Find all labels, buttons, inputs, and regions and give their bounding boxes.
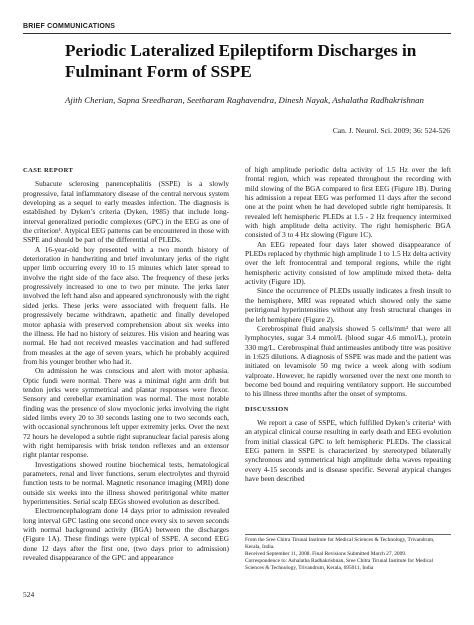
paragraph: An EEG repeated four days later showed disappearance of PLEDs replaced by rhythmic high amplitude 1 to 1.5 Hz delta activity over the left frontocentral and temporal regions, while the right hemispheric activity consisted of low amplitude mixed theta- delta activity (Figure 1D). bbox=[245, 239, 451, 287]
paragraph: of high amplitude periodic delta activity of 1.5 Hz over the left frontal region, which was repeated throughout the recording with mild slowing of the BGA compared to first EEG (Figure 1B). During his admission a repeat EEG was performed 11 days after the second one at the point when he had developed subtle right hemiparesis. It revealed left hemispheric PLEDs at 1.5 - 2 Hz frequency intermixed with high amplitude delta activity. The right hemispheric BGA consisted of 3 to 4 Hz slowing (Figure 1C). bbox=[245, 165, 451, 240]
paragraph: On admission he was conscious and alert with motor aphasia. Optic fundi were normal. There was a minimal right arm drift but tendon jerks were symmetrical and plantar responses were flexor. Sensory and cerebellar examination was normal. The most notable finding was the presence of slow myoclonic jerks involving the right sided limbs every 20 to 30 seconds lasting one to two seconds each, with occasional synchronous left upper extremity jerks. Over the next 72 hours he developed a subtle right supranuclear facial paresis along with right hemiparesis with brisk tendon reflexes and an extensor right plantar response. bbox=[23, 366, 229, 460]
paragraph: We report a case of SSPE, which fulfilled Dyken’s criteria¹ with an atypical clinical course resulting in early death and EEG evolution from initial classical GPC to left hemispheric PLEDs. The classical EEG pattern in SSPE is characterized by stereotyped bilaterally synchronous and symmetrical high amplitude delta waves repeating every 4-15 seconds and is disease specific. Several atypical changes have been described bbox=[245, 417, 451, 483]
paragraph: Investigations showed routine biochemical tests, hematological parameters, renal and liver functions, serum electrolytes and thyroid function tests to be normal. Magnetic resonance imaging (MRI) done outside six weeks into the illness showed peritrigonal white matter hyperintensities. Serial scalp EEGs showed evolution as described. bbox=[23, 459, 229, 507]
footnote-rule bbox=[245, 534, 451, 535]
paragraph: Subacute sclerosing panencephalitis (SSPE) is a slowly progressive, fatal inflammatory disease of the central nervous system developing as a sequel to early measles infection. The diagnosis is established by Dyken’s criteria (Dyken, 1985) that include long-interval generalized periodic complexes (GPC) in the EEG as one of the criterion¹. Atypical EEG patterns can be encountered in those with SSPE and should be part of the differential of PLEDs. bbox=[23, 179, 229, 245]
paragraph: Since the occurrence of PLEDs usually indicates a fresh insult to the hemisphere, MRI was repeated which showed only the same peritrigonal hyperintensities without any fresh structural changes in the left hemisphere (Figure 2). bbox=[245, 286, 451, 324]
discussion-heading: DISCUSSION bbox=[245, 405, 289, 413]
journal-citation: Can. J. Neurol. Sci. 2009; 36: 524-526 bbox=[332, 126, 450, 135]
footnote-received: Received September 11, 2008. Final Revisions Submitted March 27, 2009. bbox=[245, 551, 407, 558]
article-title: Periodic Lateralized Epileptiform Discharges in Fulminant Form of SSPE bbox=[65, 41, 417, 81]
article-authors: Ajith Cherian, Sapna Sreedharan, Seetharam Raghavendra, Dinesh Nayak, Ashalatha Radhakrishnan bbox=[65, 95, 424, 105]
case-report-heading: CASE REPORT bbox=[23, 167, 74, 174]
header-rule bbox=[23, 33, 451, 34]
footnote bbox=[245, 537, 451, 572]
footnote-correspondence: Correspondence to: Ashalatha Radhakrishnan, Sree Chitra Tirunal Institute for Medical Sciences & Technology, Trivandrum, Kerala, 695011, India bbox=[245, 558, 434, 572]
right-column bbox=[245, 165, 451, 483]
section-label: BRIEF COMMUNICATIONS bbox=[23, 23, 116, 30]
paragraph: A 16-year-old boy presented with a two month history of deterioration in handwriting and brief involuntary jerks of the right upper limb occurring every 10 to 15 minutes which later spread to involve the right side of the face also. The frequency of these jerks progressively increased to one to two per minute. The jerks later involved the left hand also and appeared synchronously with the right sided jerks. These jerks were associated with frequent falls. He progressively became withdrawn, apathetic and finally developed motor aphasia with preserved comprehension about six weeks into the illness. He had no history of seizures. His vision and hearing was normal. He had not received measles vaccination and had suffered from measles at the age of seven years, which he probably acquired from his younger brother who had it. bbox=[23, 244, 229, 366]
footnote-affiliation: From the Sree Chitra Tirunal Institute for Medical Sciences & Technology, Trivandrum, Kerala, India. bbox=[245, 537, 435, 551]
paragraph: Electroencephalogram done 14 days prior to admission revealed long interval GPC lasting one second once every six to seven seconds with normal background activity (BGA) between the discharges (Figure 1A). These findings were typical of SSPE. A second EEG done 12 days after the first one, (two days prior to admission) revealed disappearance of the GPC and appearance bbox=[23, 506, 229, 563]
paragraph: Cerebrospinal fluid analysis showed 5 cells/mm³ that were all lymphocytes, sugar 3.4 mmol/L (blood sugar 4.6 mmol/L), protein 330 mg/L. Cerebrospinal fluid antimeasles antibody titre was positive in 1:625 dilutions. A diagnosis of SSPE was made and the patient was initiated on levamisole 50 mg twice a week along with sodium valproate. However, he rapidly worsened over the next one month to become bed bound and requiring ventilatory support. He succumbed to his illness three months after the onset of symptoms. bbox=[245, 323, 451, 399]
left-column bbox=[23, 166, 229, 562]
page-number: 524 bbox=[23, 590, 35, 599]
